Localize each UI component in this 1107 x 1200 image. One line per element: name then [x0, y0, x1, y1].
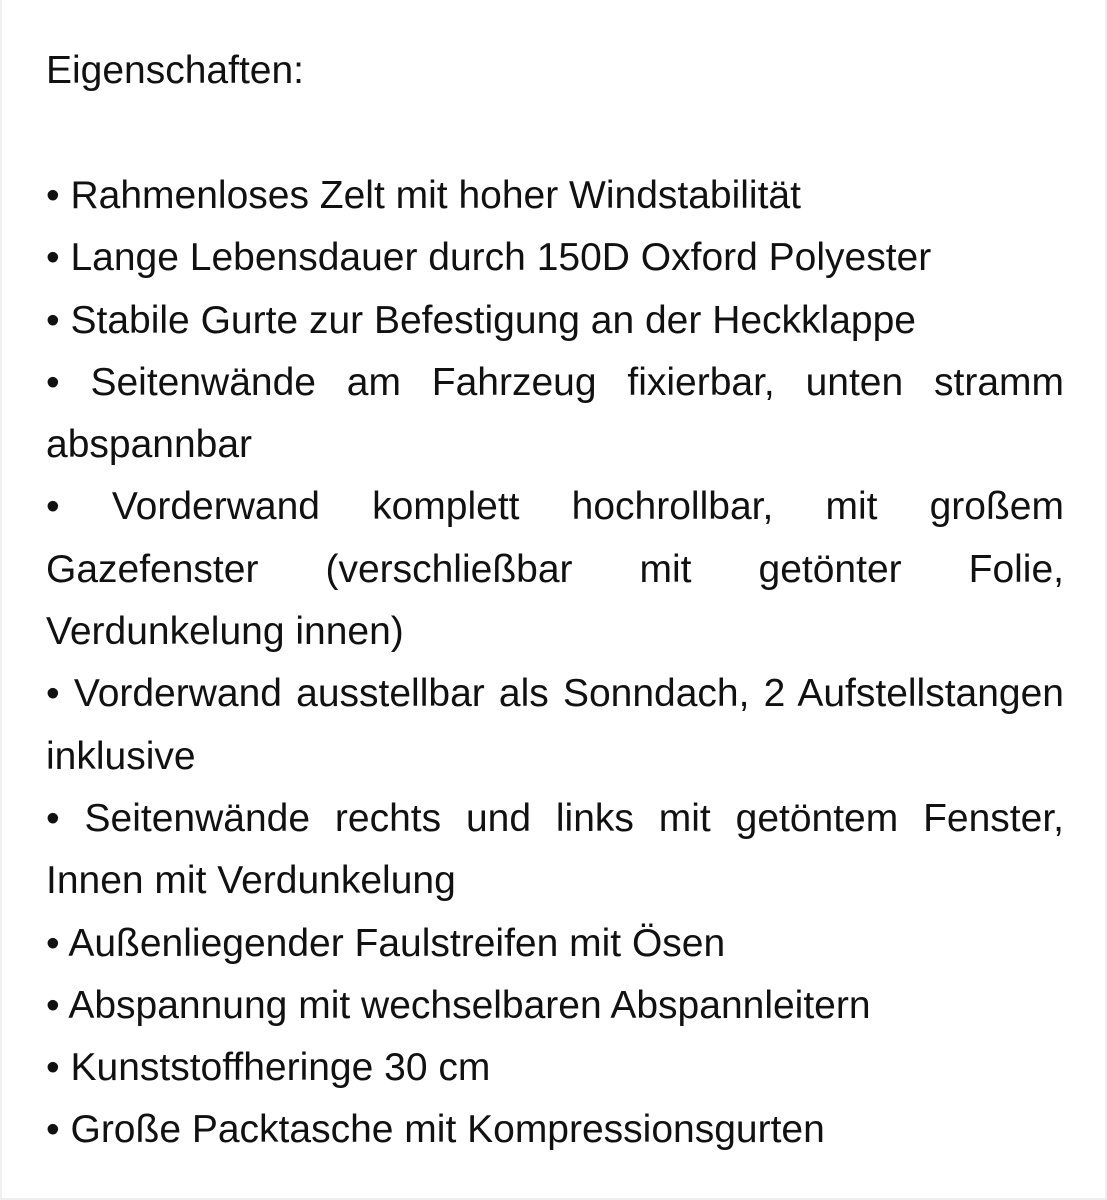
feature-item-3: • Stabile Gurte zur Befestigung an der Heckklappe [46, 298, 916, 342]
feature-item-4: • Seitenwände am Fahrzeug fixierbar, unten stramm abspannbar [46, 360, 1064, 467]
feature-item-9: • Abspannung mit wechselbaren Abspannleitern [46, 983, 871, 1027]
feature-item-6: • Vorderwand ausstellbar als Sonndach, 2 Aufstellstangen inklusive [46, 672, 1064, 778]
feature-item-5: • Vorderwand komplett hochrollbar, mit großem Gazefenster (verschließbar mit getönter Folie, Verdunkelung innen) [46, 485, 1064, 654]
feature-item-8: • Außenliegender Faulstreifen mit Ösen [46, 921, 726, 965]
feature-item-1: • Rahmenloses Zelt mit hoher Windstabilität [46, 174, 801, 217]
section-heading: Eigenschaften: [46, 49, 305, 92]
feature-item-11: • Große Packtasche mit Kompressionsgurten [46, 1108, 825, 1152]
feature-item-10: • Kunststoffheringe 30 cm [46, 1046, 491, 1090]
feature-item-2: • Lange Lebensdauer durch 150D Oxford Polyester [46, 236, 932, 280]
features-list [46, 165, 1064, 1162]
feature-item-7: • Seitenwände rechts und links mit getöntem Fenster, Innen mit Verdunkelung [46, 796, 1064, 903]
spacer [46, 102, 1061, 165]
